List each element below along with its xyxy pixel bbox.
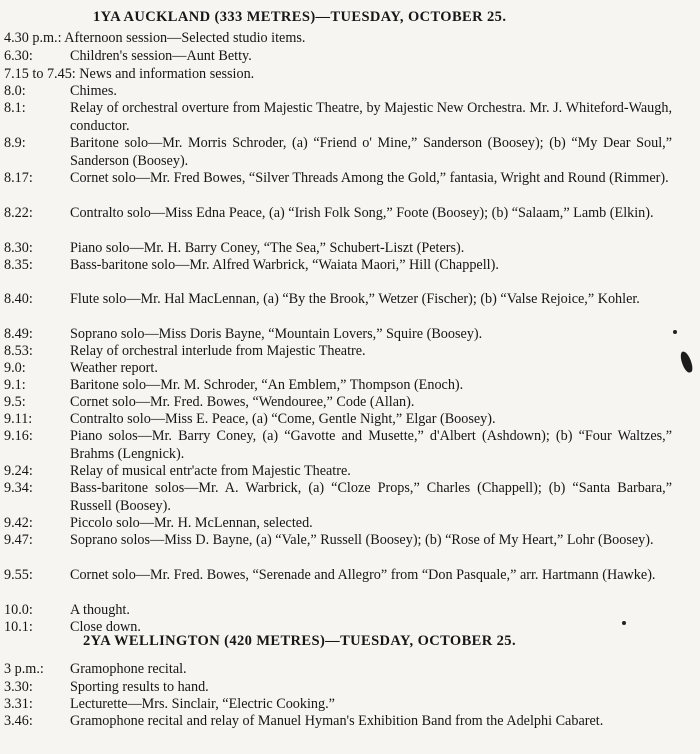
entry-time: 9.5: [4, 394, 26, 410]
entry-text: Contralto solo—Miss E. Peace, (a) “Come, Gentle Night,” Elgar (Boosey). [70, 411, 496, 427]
entry-time: 8.9: [4, 135, 26, 151]
entry-time: 9.0: [4, 360, 26, 376]
programme-entry [4, 326, 672, 344]
entry-time: 3.46: [4, 713, 33, 729]
entry-time: 8.49: [4, 326, 33, 342]
entry-text: Chimes. [70, 83, 117, 99]
entry-time: 8.53: [4, 343, 33, 359]
programme-entry [4, 240, 672, 258]
entry-time: 3 p.m.: [4, 661, 44, 677]
entry-text: Children's session—Aunt Betty. [70, 48, 252, 64]
entry-text: Contralto solo—Miss Edna Peace, (a) “Irish Folk Song,” Foote (Boosey); (b) “Salaam,” Lamb (Elkin). [70, 205, 654, 221]
entry-text: Relay of musical entr'acte from Majestic Theatre. [70, 463, 351, 479]
entry-time: 8.30: [4, 240, 33, 256]
programme-entry [4, 360, 672, 378]
entry-text: Bass-baritone solos—Mr. A. Warbrick, (a) “Cloze Props,” Charles (Chappell); (b) “Santa Barbara,” Russell (Boosey). [70, 480, 672, 514]
entry-text: Sporting results to hand. [70, 679, 209, 695]
programme-entry [4, 661, 672, 679]
entry-text: 7.15 to 7.45: News and information session. [4, 66, 255, 82]
programme-entry [4, 343, 672, 361]
entry-time: 9.1: [4, 377, 26, 393]
programme-entry [4, 394, 672, 412]
entry-text: Cornet solo—Mr. Fred Bowes, “Silver Threads Among the Gold,” fantasia, Wright and Round (Rimmer). [70, 170, 669, 186]
entry-text: Cornet solo—Mr. Fred. Bowes, “Serenade and Allegro” from “Don Pasquale,” arr. Hartmann (Hawke). [70, 567, 656, 583]
entry-text: Piano solos—Mr. Barry Coney, (a) “Gavotte and Musette,” d'Albert (Ashdown); (b) “Four Waltzes,” Brahms (Lengnick). [70, 428, 672, 462]
programme-entry [4, 567, 672, 585]
programme-entry [4, 135, 672, 170]
entry-text: Gramophone recital. [70, 661, 187, 677]
programme-entry [4, 679, 672, 697]
entry-time: 6.30: [4, 48, 33, 64]
entry-time: 9.42: [4, 515, 33, 531]
programme-entry [4, 48, 672, 66]
entry-text: Cornet solo—Mr. Fred. Bowes, “Wendouree,” Code (Allan). [70, 394, 415, 410]
ink-dot [673, 330, 677, 334]
entry-time: 8.35: [4, 257, 33, 273]
programme-entry [4, 713, 672, 731]
entry-text: Lecturette—Mrs. Sinclair, “Electric Cooking.” [70, 696, 335, 712]
entry-text: Relay of orchestral overture from Majestic Theatre, by Majestic New Orchestra. Mr. J. Whiteford-Waugh, conductor. [70, 100, 672, 134]
section-heading-2ya: 2YA WELLINGTON (420 METRES)—TUESDAY, OCTOBER 25. [83, 633, 516, 649]
entry-time: 8.0: [4, 83, 26, 99]
entry-time: 8.1: [4, 100, 26, 116]
programme-entry [4, 257, 672, 275]
entry-text: A thought. [70, 602, 130, 618]
entry-time: 8.17: [4, 170, 33, 186]
entry-text: 4.30 p.m.: Afternoon session—Selected studio items. [4, 30, 306, 46]
entry-time: 9.55: [4, 567, 33, 583]
programme-entry [4, 83, 672, 101]
entry-time: 10.1: [4, 619, 33, 635]
entry-time: 9.47: [4, 532, 33, 548]
entry-text: Flute solo—Mr. Hal MacLennan, (a) “By the Brook,” Wetzer (Fischer); (b) “Valse Rejoice,” Kohler. [70, 291, 640, 307]
programme-entry [4, 463, 672, 481]
entry-text: Weather report. [70, 360, 158, 376]
entry-time: 8.40: [4, 291, 33, 307]
entry-time: 8.22: [4, 205, 33, 221]
entry-text: Close down. [70, 619, 141, 635]
programme-entry [4, 377, 672, 395]
entry-text: Soprano solo—Miss Doris Bayne, “Mountain Lovers,” Squire (Boosey). [70, 326, 483, 342]
entry-time: 9.11: [4, 411, 33, 427]
entry-text: Bass-baritone solo—Mr. Alfred Warbrick, “Waiata Maori,” Hill (Chappell). [70, 257, 499, 273]
entry-text: Gramophone recital and relay of Manuel Hyman's Exhibition Band from the Adelphi Cabaret. [70, 713, 604, 729]
programme-entry [4, 205, 672, 223]
entry-text: Piccolo solo—Mr. H. McLennan, selected. [70, 515, 313, 531]
entry-text: Baritone solo—Mr. M. Schroder, “An Emblem,” Thompson (Enoch). [70, 377, 464, 393]
programme-entry [4, 100, 672, 135]
section-heading-1ya: 1YA AUCKLAND (333 METRES)—TUESDAY, OCTOBER 25. [93, 9, 507, 25]
entry-time: 9.16: [4, 428, 33, 444]
programme-entry [4, 602, 672, 620]
programme-entry [4, 480, 672, 515]
entry-text: Relay of orchestral interlude from Majestic Theatre. [70, 343, 366, 359]
programme-entry [4, 291, 672, 309]
programme-entry [4, 170, 672, 188]
entry-time: 10.0: [4, 602, 33, 618]
entry-text: Soprano solos—Miss D. Bayne, (a) “Vale,” Russell (Boosey); (b) “Rose of My Heart,” Lohr (Boosey). [70, 532, 654, 548]
programme-entry [4, 66, 672, 84]
entry-time: 9.34: [4, 480, 33, 496]
programme-entry [4, 428, 672, 463]
entry-text: Baritone solo—Mr. Morris Schroder, (a) “Friend o' Mine,” Sanderson (Boosey); (b) “My Dear Soul,” Sanderson (Boosey). [70, 135, 672, 169]
programme-entry [4, 696, 672, 714]
programme-entry [4, 532, 672, 550]
entry-time: 3.30: [4, 679, 33, 695]
programme-entry [4, 30, 672, 48]
programme-entry [4, 411, 672, 429]
entry-time: 9.24: [4, 463, 33, 479]
programme-entry [4, 515, 672, 533]
ink-smudge [679, 350, 694, 374]
entry-time: 3.31: [4, 696, 33, 712]
entry-text: Piano solo—Mr. H. Barry Coney, “The Sea,” Schubert-Liszt (Peters). [70, 240, 465, 256]
ink-dot [622, 621, 626, 625]
